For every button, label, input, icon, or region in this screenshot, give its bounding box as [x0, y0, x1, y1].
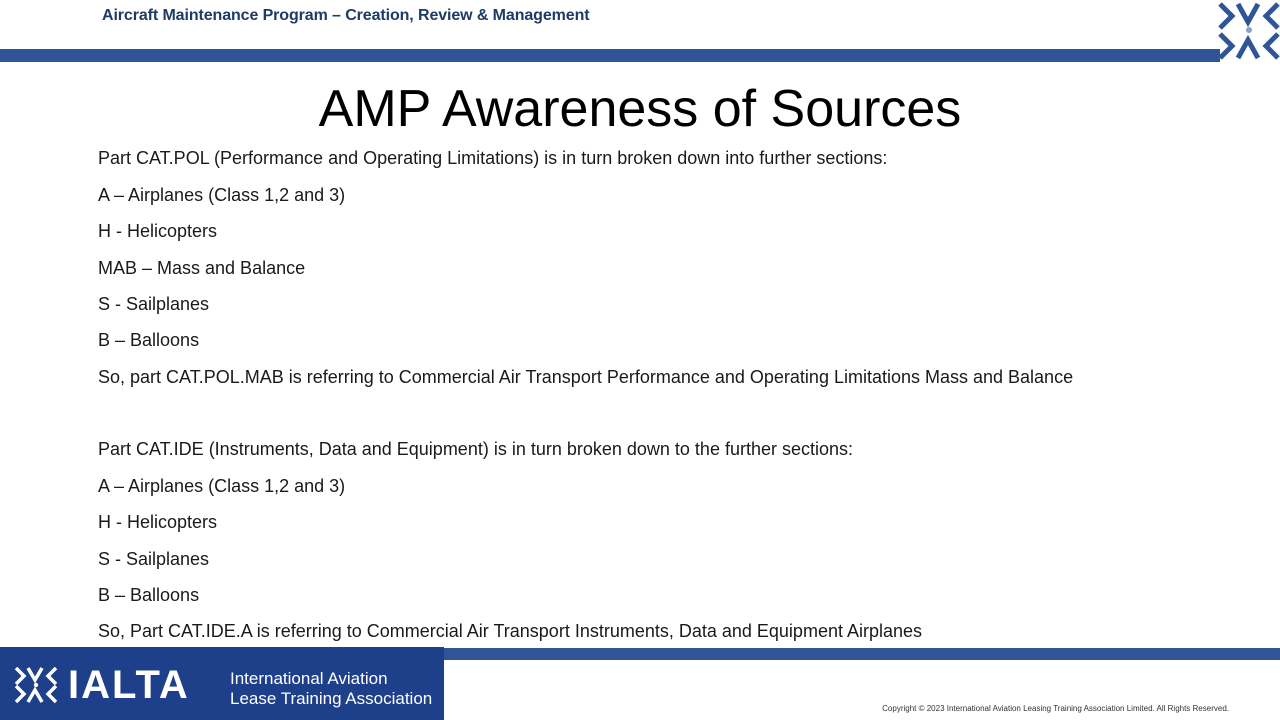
header-title: Aircraft Maintenance Program – Creation, Review & Management — [102, 7, 590, 24]
body-line: S - Sailplanes — [98, 549, 210, 569]
body-line: Part CAT.POL (Performance and Operating Limitations) is in turn broken down into further sections: — [98, 148, 888, 168]
footer-logo-block — [0, 647, 444, 720]
body-line: B – Balloons — [98, 585, 200, 605]
body-line: H - Helicopters — [98, 512, 218, 532]
footer-org-line1: International Aviation — [230, 669, 388, 688]
footer-brand: IALTA — [68, 663, 190, 707]
footer-organization — [230, 669, 432, 709]
body-line: A – Airplanes (Class 1,2 and 3) — [98, 185, 346, 205]
body-line: B – Balloons — [98, 330, 200, 350]
top-accent-bar — [0, 49, 1220, 62]
ialta-logo-icon — [14, 665, 58, 705]
slide-title: AMP Awareness of Sources — [318, 80, 962, 138]
body-line: So, Part CAT.IDE.A is referring to Commercial Air Transport Instruments, Data and Equipment Airplanes — [98, 621, 923, 641]
body-line: MAB – Mass and Balance — [98, 258, 306, 278]
body-line: S - Sailplanes — [98, 294, 210, 314]
body-line: A – Airplanes (Class 1,2 and 3) — [98, 476, 346, 496]
copyright-notice: Copyright © 2023 International Aviation Leasing Training Association Limited. All Rights Reserved. — [882, 704, 1229, 713]
ialta-logo-icon — [1218, 0, 1280, 62]
body-line: Part CAT.IDE (Instruments, Data and Equipment) is in turn broken down to the further sections: — [98, 439, 854, 459]
footer-org-line2: Lease Training Association — [230, 689, 433, 708]
body-line: So, part CAT.POL.MAB is referring to Commercial Air Transport Performance and Operating Limitations Mass and Balance — [98, 367, 1074, 387]
body-line: H - Helicopters — [98, 221, 218, 241]
